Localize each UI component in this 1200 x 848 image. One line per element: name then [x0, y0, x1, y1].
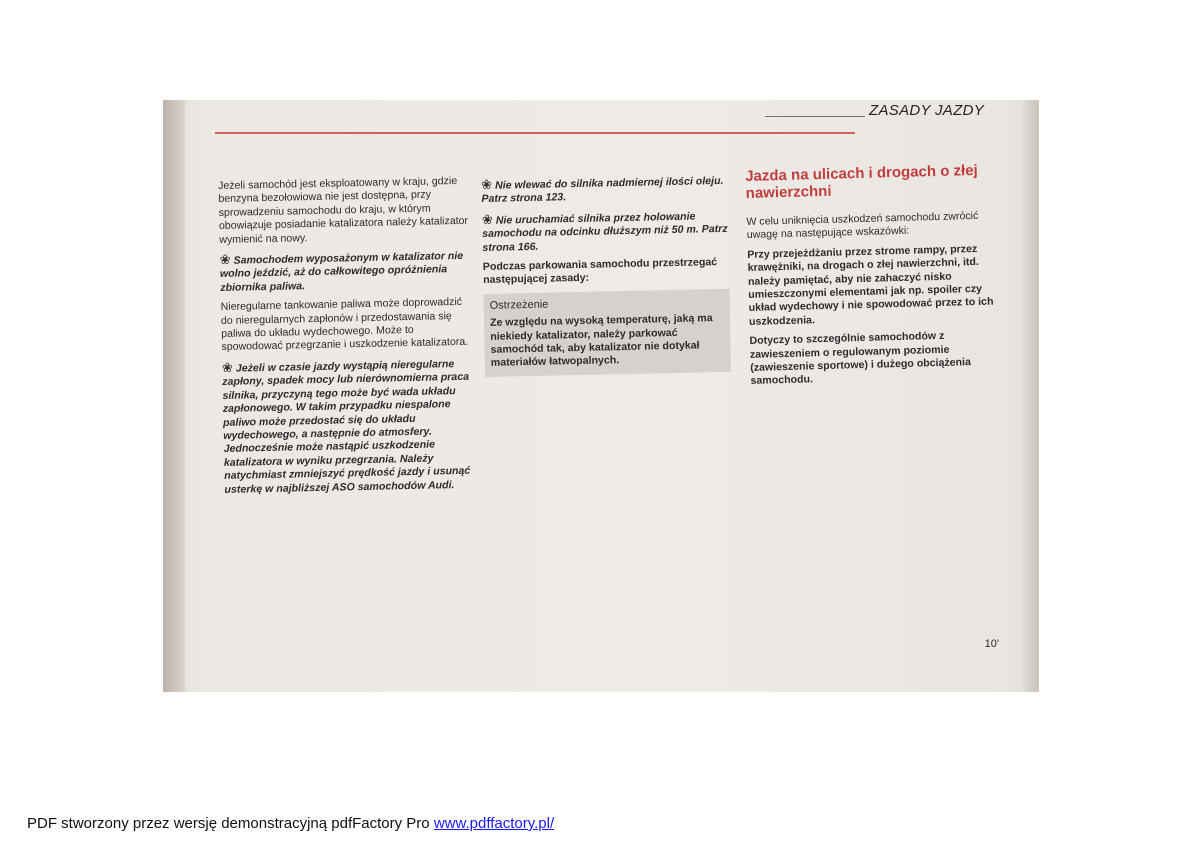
paragraph: Podczas parkowania samochodu przestrzegać następującej zasady:	[482, 256, 718, 287]
note-paragraph: ❀ Samochodem wyposażonym w katalizator nie wolno jeździć, aż do całkowitego opróżnienia zbiornika paliwa.	[219, 249, 464, 294]
flower-note-icon: ❀	[221, 359, 233, 375]
column-left	[218, 175, 475, 503]
note-paragraph: ❀ Jeżeli w czasie jazdy wystąpią nieregularne zapłony, spadek mocy lub nierównomierna praca silnika, przyczyną tego może być wada układu zapłonowego. W takim przypadku niespalone paliwo może przedostać się do układu wydechowego, a następnie do atmosfery. Jednocześnie może nastąpić uszkodzenie katalizatora w wyniku przegrzania. Należy natychmiast zmniejszyć prędkość jazdy i usunąć usterkę w najbliższej ASO samochodów Audi.	[221, 357, 471, 496]
column-middle	[481, 173, 735, 377]
footer-link[interactable]: www.pdffactory.pl/	[433, 815, 555, 832]
header-rule	[765, 116, 865, 117]
scanned-page	[163, 100, 1039, 692]
paragraph: Jeżeli samochód jest eksploatowany w kraju, gdzie benzyna bezołowiowa nie jest dostępna, przy sprowadzeniu samochodu do kraju, w którym obowiązuje posiadanie katalizatora należy katalizator wymienić na nowy.	[218, 174, 469, 246]
note-paragraph: ❀ Nie wlewać do silnika nadmiernej ilości oleju. Patrz strona 123.	[480, 174, 724, 206]
warning-text: Ze względu na wysoką temperaturę, jaką ma niekiedy katalizator, należy parkować samochód tak, aby katalizator nie dotykał materiałów łatwopalnych.	[489, 312, 713, 370]
paragraph: Nieregularne tankowanie paliwa może doprowadzić do nieregularnych zapłonów i przedostawania się paliwa do układu wydechowego. Może to spowodować przegrzanie i uszkodzenie katalizatora.	[220, 296, 469, 354]
warning-title: Ostrzeżenie	[489, 298, 549, 312]
column-right	[745, 161, 1001, 394]
footer-text: PDF stworzony przez wersję demonstracyjną pdfFactory Pro	[27, 815, 434, 832]
paragraph: W celu uniknięcia uszkodzeń samochodu zwrócić uwagę na następujące wskazówki:	[746, 209, 979, 242]
header-red-rule	[215, 132, 855, 134]
page-edge	[1019, 100, 1039, 692]
section-heading: Jazda na ulicach i drogach o złej nawierzchni	[745, 161, 978, 202]
flower-note-icon: ❀	[219, 251, 231, 268]
pdf-footer	[27, 815, 554, 832]
flower-note-icon: ❀	[481, 211, 493, 227]
flower-note-icon: ❀	[480, 176, 493, 192]
page-spine	[163, 100, 185, 692]
warning-box	[483, 289, 731, 377]
section-title: ZASADY JAZDY	[869, 102, 985, 119]
paragraph: Dotyczy to szczególnie samochodów z zawieszeniem o regulowanym poziomie (zawieszenie sportowe) i dużego obciążenia samochodu.	[749, 330, 972, 388]
page-number: 10'	[984, 638, 999, 650]
paragraph: Przy przejeżdżaniu przez strome rampy, przez krawężniki, na drogach o złej nawierzchni, itd. należy pamiętać, aby nie zahaczyć nisko umieszczonymi elementami jak np. spoiler czy układ wydechowy i nie spowodować przez to ich uszkodzenia.	[747, 242, 994, 328]
note-paragraph: ❀ Nie uruchamiać silnika przez holowanie samochodu na odcinku dłuższym niż 50 m. Patrz strona 166.	[481, 210, 728, 254]
